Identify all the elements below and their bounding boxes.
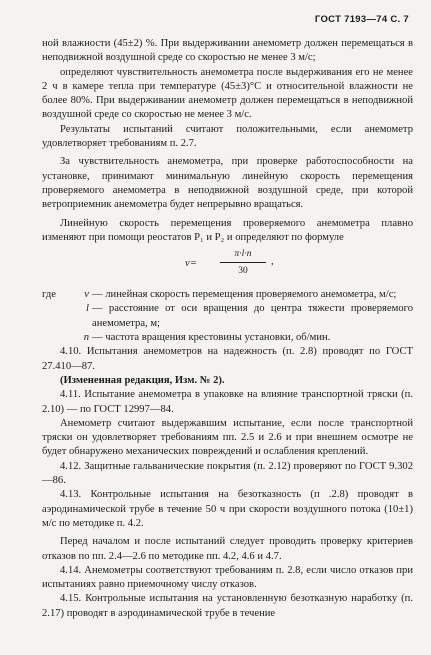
paragraph: определяют чувствительность анемометра после выдерживания его не менее 2 ч в камере тепла при температуре (45±3)°С и относительной влажности не более 80%. При выдерживании анемометр должен перемещаться в неподвижной воздушной среде со скоростью не менее 3 м/с. [42, 66, 413, 121]
formula-denominator: 30 [238, 266, 248, 277]
variable-definitions [42, 288, 413, 345]
velocity-formula [42, 247, 413, 285]
paragraph: Перед началом и после испытаний следует проводить проверку критериев отказов по пп. 2.4—2.6 по методике пп. 4.2, 4.6 и 4.7. [42, 536, 413, 562]
body-text [42, 37, 413, 621]
paragraph: Результаты испытаний считают положительными, если анемометр удовлетворяет требованиям п. 2.7. [42, 123, 413, 150]
variable-description: — частота вращения крестовины установки, об/мин. [92, 332, 331, 344]
variable-symbol: n [83, 332, 89, 344]
fraction-bar [220, 262, 266, 263]
page-header: ГОСТ 7193—74 С. 7 [314, 14, 409, 25]
paragraph: 4.11. Испытание анемометра в упаковке на влияние транспортной тряски (п. 2.10) — по ГОСТ 12997—84. [42, 389, 413, 415]
formula-comma: , [271, 256, 274, 268]
variable-description: — линейная скорость перемещения проверяемого анемометра, м/с; [92, 289, 397, 301]
paragraph: 4.15. Контрольные испытания на установленную безотказную наработку (п. 2.17) проводят в аэродинамической трубе в течение [42, 593, 413, 619]
paragraph: 4.12. Защитные гальванические покрытия (п. 2.12) проверяют по ГОСТ 9.302—86. [42, 460, 413, 487]
variable-description: — расстояние от оси вращения до центра тяжести проверяемого анемометра, м; [92, 303, 413, 329]
paragraph: Линейную скорость перемещения проверяемого анемометра плавно изменяют при помощи реостатов P₁ и P₂ и определяют по формуле [42, 217, 413, 243]
paragraph: ной влажности (45±2) %. При выдерживании анемометр должен перемещаться в неподвижной воздушной среде со скоростью не менее 3 м/с; [42, 38, 413, 64]
paragraph: 4.13. Контрольные испытания на безотказность (п .2.8) проводят в аэродинамической трубе в течение 50 ч при скорости воздушного потока (10±1) м/с по методике п. 4.2. [42, 489, 413, 529]
variable-symbol: v [84, 289, 89, 301]
paragraph: Анемометр считают выдержавшим испытание, если после транспортной тряски он удовлетворяет требованиям пп. 2.5 и 2.6 и при внешнем осмотре не будет обнаружено механических повреждений и ослабления креплений. [42, 417, 413, 458]
amendment-note: (Измененная редакция, Изм. № 2). [60, 374, 225, 386]
paragraph: За чувствительность анемометра, при проверке работоспособности на установке, принимают минимальную линейную скорость перемещения проверяемого анемометра в неподвижной воздушной среде, при которой ветроприемник анемометра будет непрерывно вращаться. [42, 156, 413, 211]
formula-lhs: v= [185, 258, 197, 270]
variable-symbol: l [86, 303, 89, 315]
paragraph: 4.14. Анемометры соответствуют требованиям п. 2.8, если число отказов при испытаниях равно приемочному числу отказов. [42, 564, 413, 591]
paragraph: 4.10. Испытания анемометров на надежность (п. 2.8) проводят по ГОСТ 27.410—87. [42, 346, 413, 372]
formula-numerator: π·l·n [234, 249, 252, 260]
where-lead: где [42, 289, 56, 301]
